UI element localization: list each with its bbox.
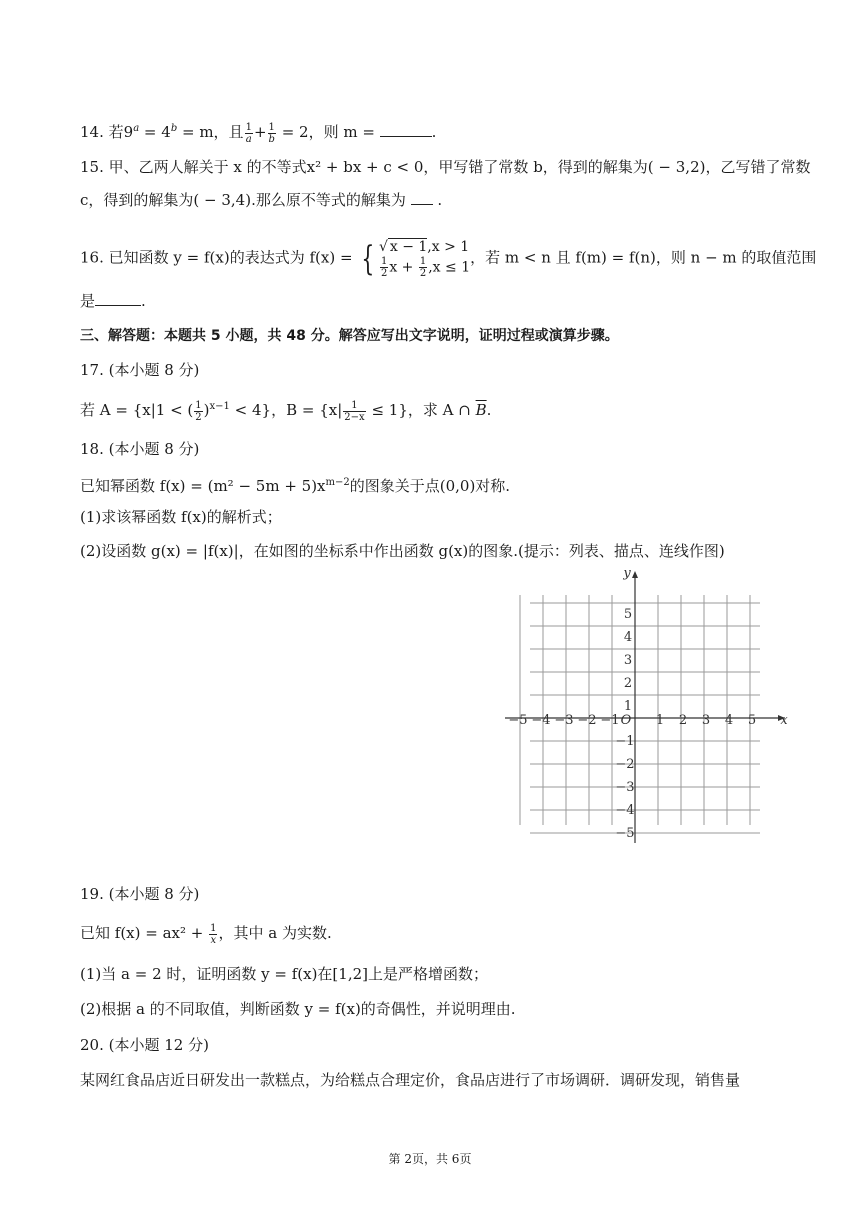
y-axis-label: y (623, 566, 631, 581)
y-tick-label: −5 (615, 826, 635, 841)
question-14: 14. 若$9^a = 4^b = m$，且 $\frac{1}{a}$ + $\frac{1}{b}$ = 2，则 m = . (80, 121, 437, 145)
question-18-header: 18. (本小题 8 分) (80, 440, 200, 458)
y-tick-label: −2 (615, 757, 635, 772)
x-tick-label: 1 (655, 713, 665, 728)
y-axis-arrow-icon (632, 571, 638, 578)
answer-blank (95, 291, 141, 306)
question-18-part-1: (1)求该幂函数 f(x)的解析式； (80, 508, 282, 526)
piecewise-cases (379, 238, 470, 279)
fraction-1-over-a: $\frac{1}{a}$ (245, 121, 252, 145)
x-tick-label: −2 (577, 713, 597, 728)
question-15-line-1: 15. 甲、乙两人解关于 x 的不等式x² + bx + c < 0，甲写错了常数 b，得到的解集为( − 3,2)，乙写错了常数 (80, 158, 811, 176)
question-20-header: 20. (本小题 12 分) (80, 1036, 209, 1054)
x-tick-label: −5 (508, 713, 528, 728)
section-3-title: 三、解答题：本题共 5 小题，共 48 分。解答应写出文字说明，证明过程或演算步骤。 (80, 328, 619, 344)
x-tick-label: 2 (678, 713, 688, 728)
y-tick-label: 3 (623, 653, 633, 668)
question-16-line-2: 是 . (80, 292, 146, 310)
x-tick-label: −3 (554, 713, 574, 728)
tick-labels (508, 566, 788, 841)
question-17-header: 17. (本小题 8 分) (80, 361, 200, 379)
case-1: √ x − 1,x > 1 (378, 239, 470, 255)
brace-icon: { (361, 238, 375, 279)
question-18-part-2: (2)设函数 g(x) = |f(x)|，在如图的坐标系中作出函数 g(x)的图象.(提示：列表、描点、连线作图) (80, 542, 725, 560)
x-tick-label: 3 (701, 713, 711, 728)
question-19-body: 已知 f(x) = ax² + $\frac{1}{x}$ ，其中 a 为实数. (80, 922, 332, 946)
x-tick-label: 4 (724, 713, 734, 728)
x-tick-label: −1 (600, 713, 620, 728)
axes (505, 571, 785, 843)
question-17-body: 若 A = {x|1 < ( $\frac{1}{2}$ )$^{x-1}$ < 4}，B = {x| $\frac{1}{2-x}$ ≤ 1}，求 A ∩ $\overline{B}$. (80, 399, 492, 423)
question-19-header: 19. (本小题 8 分) (80, 885, 200, 903)
question-19-part-2: (2)根据 a 的不同取值，判断函数 y = f(x)的奇偶性，并说明理由. (80, 1000, 516, 1018)
answer-blank (411, 190, 433, 205)
y-tick-label: −1 (615, 734, 635, 749)
fraction-1-over-b: $\frac{1}{b}$ (268, 121, 275, 145)
y-tick-label: 5 (623, 607, 633, 622)
y-tick-label: 2 (623, 676, 633, 691)
y-tick-label: −3 (615, 780, 635, 795)
origin-label: O (620, 713, 632, 728)
x-tick-label: 5 (747, 713, 757, 728)
x-tick-label: −4 (531, 713, 551, 728)
question-15-line-2: c，得到的解集为( − 3,4).那么原不等式的解集为 . (80, 191, 443, 209)
question-18-body: 已知幂函数 $f(x) = (m^2 - 5m + 5)x^{m-2}$的图象关于点(0,0)对称. (80, 477, 511, 495)
coordinate-grid-figure (500, 565, 800, 855)
y-tick-label: −4 (615, 803, 635, 818)
page-footer: 第 2页，共 6页 (388, 1152, 472, 1166)
x-axis-label: x (780, 713, 788, 728)
answer-blank (380, 122, 432, 137)
case-2: $\frac{1}{2}$ x + $\frac{1}{2}$ ,x ≤ 1 (380, 256, 471, 279)
question-19-part-1: (1)当 a = 2 时，证明函数 y = f(x)在[1,2]上是严格增函数； (80, 965, 488, 983)
question-20-line-1: 某网红食品店近日研发出一款糕点，为给糕点合理定价，食品店进行了市场调研．调研发现，销售量 (80, 1071, 741, 1089)
y-tick-label: 4 (623, 630, 633, 645)
y-tick-label: 1 (623, 699, 633, 714)
question-16-line-1: 16. 已知函数 y = f(x)的表达式为 f(x) = { √ x − 1,x > 1 $\frac{1}{2}$ x + $\frac{1}{2}$ ,x ≤ 1 ，若 m < n 且 f(m) = f(n)，则 n − m 的取值范围 (80, 238, 817, 279)
